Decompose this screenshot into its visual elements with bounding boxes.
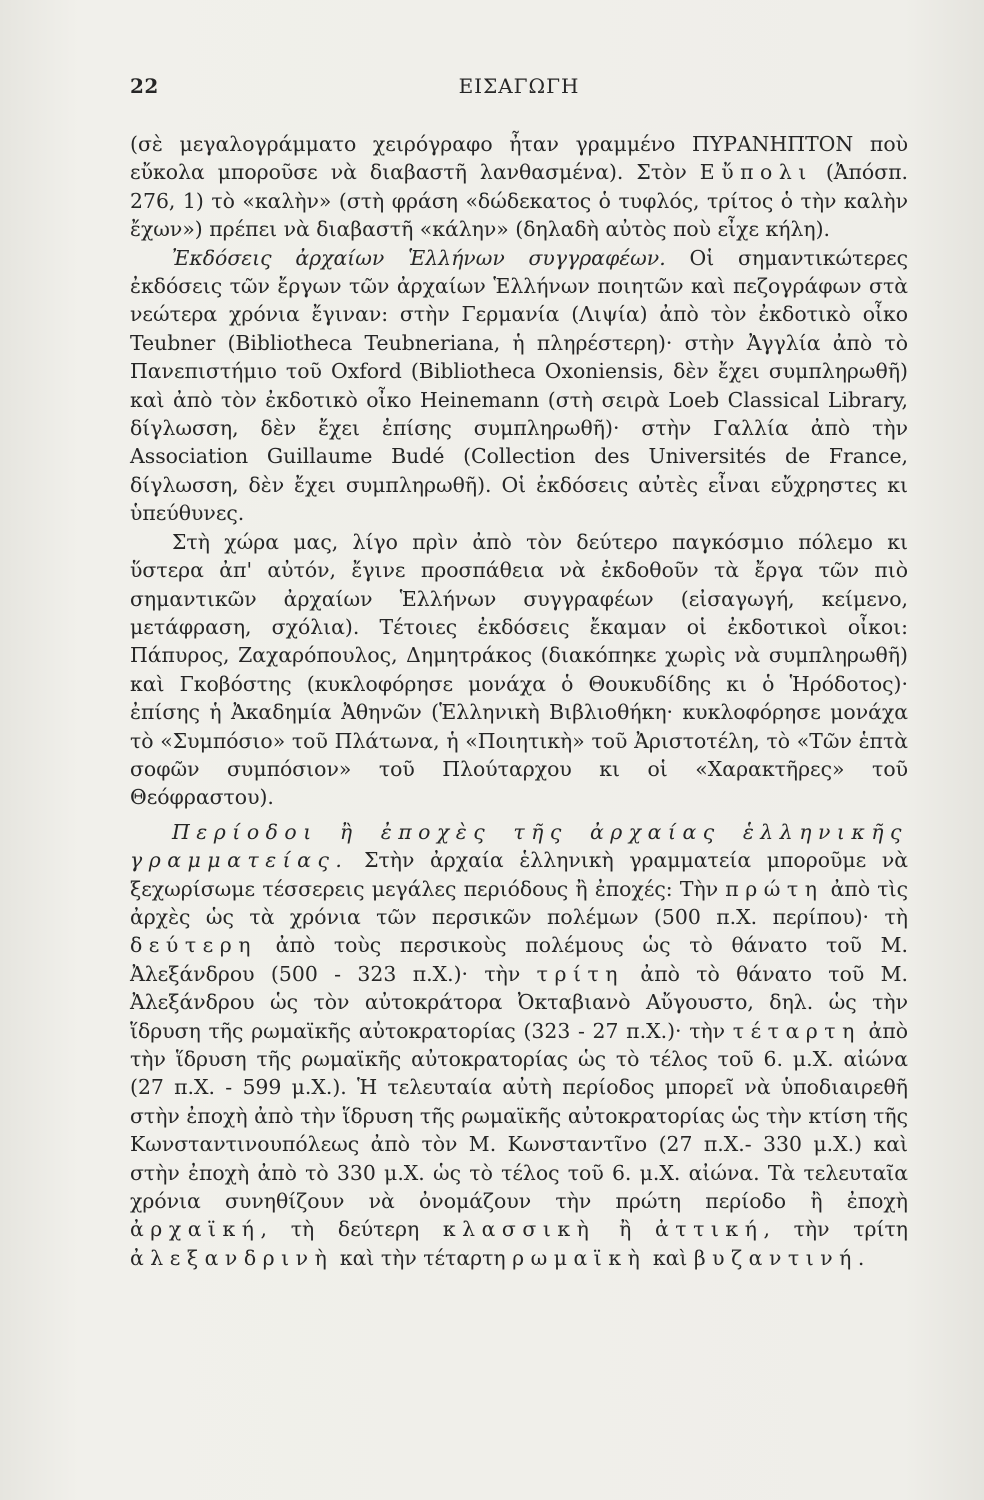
section-heading-editions: Ἐκδόσεις ἀρχαίων Ἑλλήνων συγγραφέων.: [172, 245, 666, 270]
spaced-term: βυζαντινή: [693, 1245, 858, 1270]
spaced-term: Εὔπολι: [699, 160, 813, 185]
spaced-term: τρίτη: [536, 961, 625, 986]
paragraph-editions: Ἐκδόσεις ἀρχαίων Ἑλλήνων συγγραφέων. Οἱ σημαντικώτερες ἐκδόσεις τῶν ἔργων τῶν ἀρχαίων Ἑλλήνων ποιητῶν καὶ πεζογράφων στὰ νεώτερα χρόνια ἔγιναν: στὴν Γερμανία (Λιψία) ἀπὸ τὸν ἐκδοτικὸ οἶκο Teubner (Bibliotheca Teubneriana, ἡ πληρέστερη)· στὴν Ἀγγλία ἀπὸ τὸ Πανεπιστήμιο τοῦ Oxford (Bibliotheca Oxoniensis, δὲν ἔχει συμπληρωθῆ) καὶ ἀπὸ τὸν ἐκδοτικὸ οἶκο Heinemann (στὴ σειρὰ Loeb Classical Library, δίγλωσση, δὲν ἔχει ἐπίσης συμπληρωθῆ)· στὴν Γαλλία ἀπὸ τὴν Association Guillaume Budé (Collection des Universités de France, δίγλωσση, δὲν ἔχει συμπληρωθῆ). Οἱ ἐκδόσεις αὐτὲς εἶναι εὔχρηστες κι ὑπεύθυνες.: [130, 245, 908, 526]
spaced-term: ἀττική: [654, 1217, 764, 1242]
paragraph-greek-editions: Στὴ χώρα μας, λίγο πρὶν ἀπὸ τὸν δεύτερο παγκόσμιο πόλεμο κι ὕστερα ἀπ' αὐτόν, ἔγινε προσπάθεια νὰ ἐκδοθοῦν τὰ ἔργα τῶν πιὸ σημαντικῶν ἀρχαίων Ἑλλήνων συγγραφέων (εἰσαγωγή, κείμενο, μετάφραση, σχόλια). Τέτοιες ἐκδόσεις ἔκαμαν οἱ ἐκδοτικοὶ οἶκοι: Πάπυρος, Ζαχαρόπουλος, Δημητράκος (διακόπηκε χωρὶς νὰ συμπληρωθῆ) καὶ Γκοβόστης (κυκλοφόρησε μονάχα ὁ Θουκυδίδης κι ὁ Ἡρόδοτος)· ἐπίσης ἡ Ἀκαδημία Ἀθηνῶν (Ἑλληνικὴ Βιβλιοθήκη· κυκλοφόρησε μονάχα τὸ «Συμπόσιο» τοῦ Πλάτωνα, ἡ «Ποιητικὴ» τοῦ Ἀριστοτέλη, τὸ «Τῶν ἑπτὰ σοφῶν συμπόσιον» τοῦ Πλούταρχου κι οἱ «Χαρακτῆρες» τοῦ Θεόφραστου).: [130, 529, 908, 810]
page-header: [130, 74, 908, 102]
spaced-term: ἀλεξανδρινὴ: [130, 1245, 334, 1270]
spaced-term: ἀρχαϊκή: [130, 1217, 261, 1242]
spaced-term: ρωμαϊκὴ: [512, 1245, 647, 1270]
page-number: 22: [130, 74, 159, 98]
spaced-term: κλασσικὴ: [442, 1217, 596, 1242]
running-head: ΕΙΣΑΓΩΓΗ: [458, 74, 580, 98]
section-heading-periods: Περίοδοι ἢ ἐποχὲς τῆς ἀρχαίας ἑλληνικῆς γραμματείας.: [130, 819, 908, 873]
paragraph-eupolis: (σὲ μεγαλογράμματο χειρόγραφο ἦταν γραμμένο ΠΥΡΑΝΗΠΤΟΝ ποὺ εὔκολα μποροῦσε νὰ διαβαστῆ λανθασμένα). Στὸν Εὔπολι (Ἀπόσπ. 276, 1) τὸ «καλὴν» (στὴ φράση «δώδεκατος ὁ τυφλός, τρίτος ὁ τὴν καλὴν ἔχων») πρέπει νὰ διαβαστῆ «κάλην» (δηλαδὴ αὐτὸς ποὺ εἶχε κήλη).: [130, 132, 908, 242]
spaced-term: πρώτη: [725, 876, 824, 901]
spaced-term: δεύτερη: [130, 933, 257, 958]
spaced-term: τέταρτη: [732, 1018, 861, 1043]
paragraph-periods: Περίοδοι ἢ ἐποχὲς τῆς ἀρχαίας ἑλληνικῆς γραμματείας. Στὴν ἀρχαία ἑλληνικὴ γραμματεία μποροῦμε νὰ ξεχωρίσωμε τέσσερεις μεγάλες περιόδους ἢ ἐποχές: Τὴν πρώτη ἀπὸ τὶς ἀρχὲς ὡς τὰ χρόνια τῶν περσικῶν πολέμων (500 π.Χ. περίπου)· τὴ δεύτερη ἀπὸ τοὺς περσικοὺς πολέμους ὡς τὸ θάνατο τοῦ Μ. Ἀλεξάνδρου (500 - 323 π.Χ.)· τὴν τρίτη ἀπὸ τὸ θάνατο τοῦ Μ. Ἀλεξάνδρου ὡς τὸν αὐτοκράτορα Ὀκταβιανὸ Αὔγουστο, δηλ. ὡς τὴν ἵδρυση τῆς ρωμαϊκῆς αὐτοκρατορίας (323 - 27 π.Χ.)· τὴν τέταρτη ἀπὸ τὴν ἵδρυση τῆς ρωμαϊκῆς αὐτοκρατορίας ὡς τὸ τέλος τοῦ 6. μ.Χ. αἰώνα (27 π.Χ. - 599 μ.Χ.). Ἡ τελευταία αὐτὴ περίοδος μπορεῖ νὰ ὑποδιαιρεθῆ στὴν ἐποχὴ ἀπὸ τὴν ἵδρυση τῆς ρωμαϊκῆς αὐτοκρατορίας ὡς τὴν κτίση τῆς Κωνσταντινουπόλεως ἀπὸ τὸν Μ. Κωνσταντῖνο (27 π.Χ.- 330 μ.Χ.) καὶ στὴν ἐποχὴ ἀπὸ τὸ 330 μ.Χ. ὡς τὸ τέλος τοῦ 6. μ.Χ. αἰώνα. Τὰ τελευταῖα χρόνια συνηθίζουν νὰ ὀνομάζουν τὴν πρώτη περίοδο ἢ ἐποχὴ ἀρχαϊκή, τὴ δεύτερη κλασσικὴ ἢ ἀττική, τὴν τρίτη ἀλεξανδρινὴ καὶ τὴν τέταρτη ρωμαϊκὴ καὶ βυζαντινή.: [130, 819, 909, 1270]
body-text: [130, 130, 908, 1272]
